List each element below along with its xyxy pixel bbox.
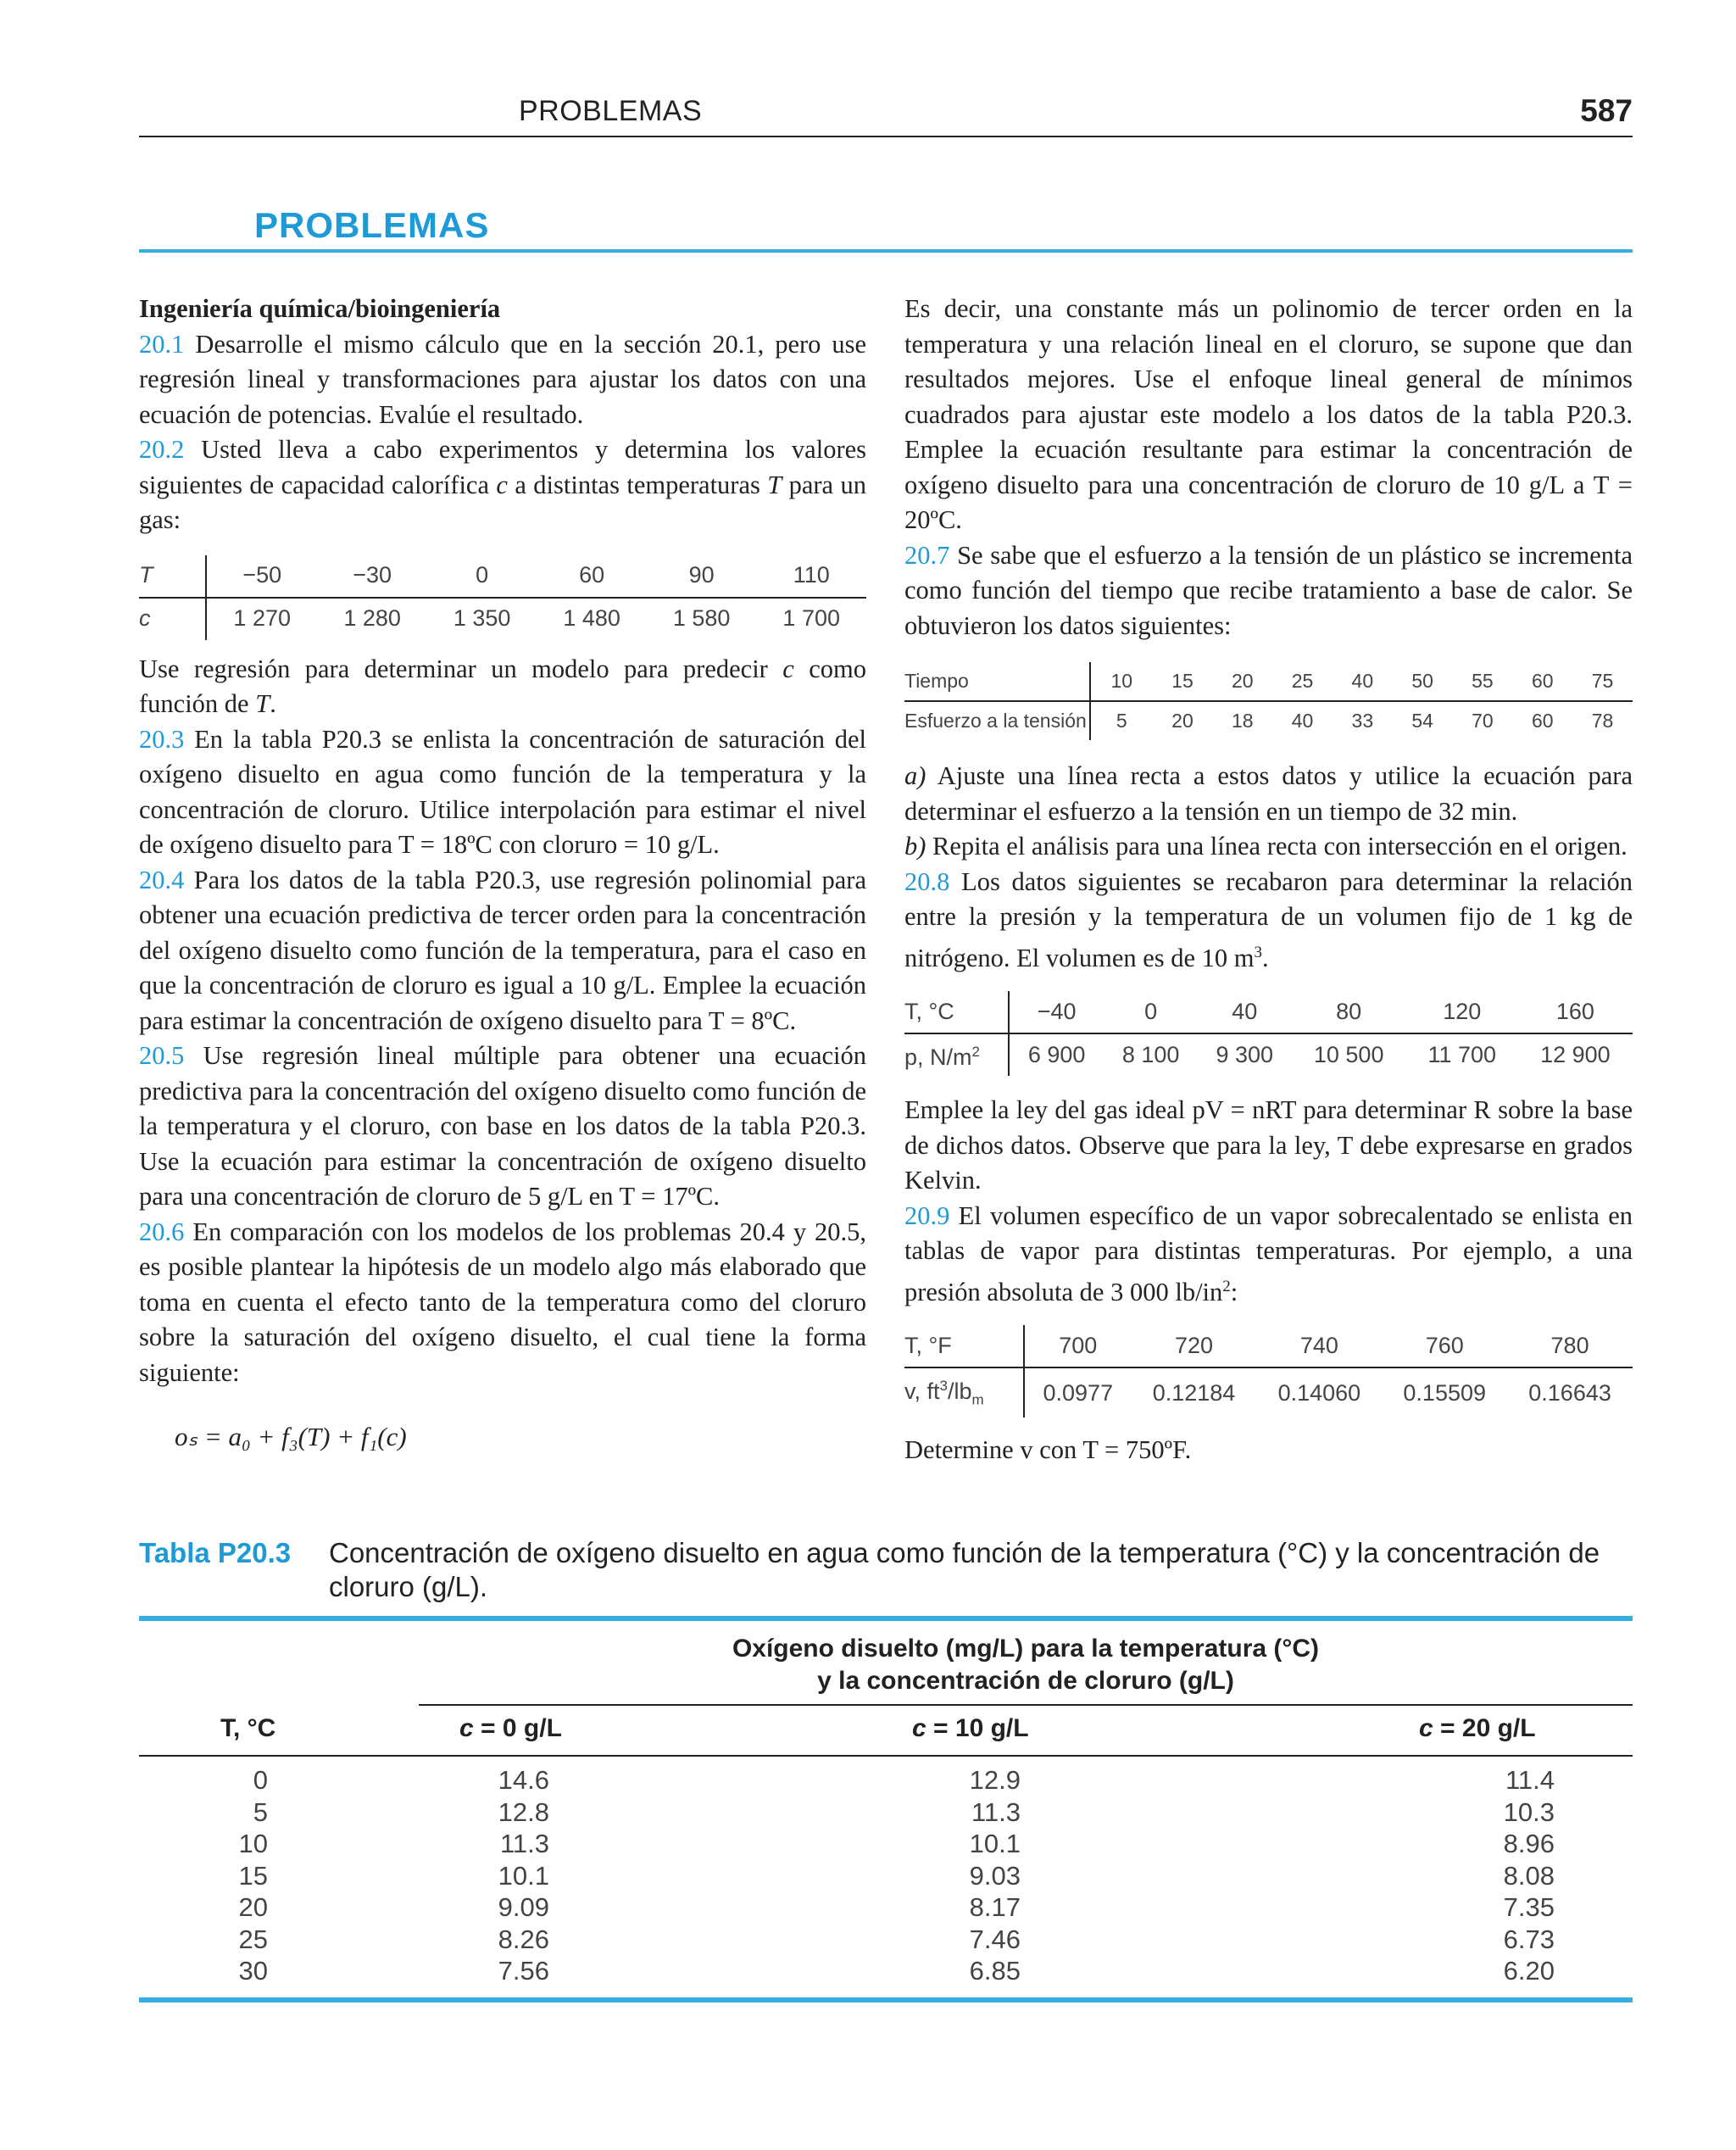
problem-20-3 [139, 722, 866, 863]
problem-20-2-followup [139, 652, 866, 722]
group-header-line: y la concentración de cloruro (g/L) [817, 1667, 1234, 1695]
table-cell-oxygen: 7.56 [498, 1956, 549, 1986]
row-label-text: v, ft [904, 1379, 940, 1405]
cell: 6 900 [1027, 1041, 1086, 1067]
problem-20-1 [139, 327, 866, 433]
cell: 18 [1231, 709, 1254, 732]
table-cell-oxygen: 8.17 [969, 1892, 1021, 1922]
table-20-2 [139, 555, 866, 640]
table-cell-oxygen: 12.9 [969, 1765, 1021, 1795]
superscript: 2 [971, 1044, 980, 1061]
problem-number: 20.8 [904, 866, 950, 896]
col-header-text: = 20 g/L [1440, 1714, 1536, 1742]
c-symbol: c [459, 1714, 474, 1742]
problem-20-7 [904, 538, 1633, 644]
cell: 8 100 [1121, 1041, 1180, 1067]
cell: 0.14060 [1277, 1379, 1361, 1406]
cell: 40 [1333, 662, 1393, 701]
cell: 700 [1024, 1325, 1132, 1367]
row-label-text: /lb [947, 1379, 972, 1405]
row-label: T, °C [904, 991, 1009, 1033]
table-cell-oxygen: 6.20 [1503, 1956, 1555, 1986]
problem-number: 20.6 [139, 1217, 185, 1246]
problem-number: 20.1 [139, 329, 185, 359]
table-20-9 [904, 1325, 1633, 1418]
table-cell-oxygen: 7.35 [1503, 1892, 1555, 1922]
table-cell-oxygen: 11.3 [499, 1829, 549, 1858]
table-cell-oxygen: 11.3 [971, 1796, 1021, 1827]
subsection-heading: Ingeniería química/bioingeniería [139, 294, 501, 323]
problem-text: Ajuste una línea recta a estos datos y utilice la ecuación para determinar el esfuerzo a la tensión en un tiempo de 32 min. [904, 761, 1633, 826]
cell: 1 270 [233, 605, 291, 632]
cell: 1 280 [343, 605, 401, 632]
equation-20-6: oₛ = a₀ + f₃(T) + f₁(c) [175, 1422, 407, 1451]
col-header-text: = 10 g/L [933, 1714, 1029, 1742]
row-label: Esfuerzo a la tensión [904, 701, 1090, 740]
cell: 0.15509 [1403, 1379, 1487, 1406]
row-label [904, 1367, 1024, 1418]
problem-number: 20.9 [904, 1200, 950, 1230]
problem-text: El volumen específico de un vapor sobrecalentado se enlista en tablas de vapor para distintas temperaturas. Por ejemplo, a una presión absoluta de 3 000 lb/in [904, 1200, 1633, 1306]
c-symbol: c [912, 1714, 926, 1742]
table-row [904, 991, 1633, 1033]
var-c: c [782, 654, 794, 683]
table-row [904, 701, 1633, 740]
row-label-text: p, N/m [904, 1044, 972, 1071]
problem-20-5 [139, 1039, 866, 1215]
cell: 10 [1090, 662, 1153, 701]
cell: 80 [1292, 991, 1406, 1033]
table-cell-temperature: 30 [238, 1956, 268, 1986]
cell: 70 [1472, 709, 1494, 732]
cell: 0.16643 [1528, 1379, 1611, 1406]
problem-20-6-continuation: Es decir, una constante más un polinomio de tercer orden en la temperatura y una relación lineal en el cloruro, se supone que dan resultados mejores. Use el enfoque lineal general de mínimos cuadrados para ajustar este modelo a los datos de la tabla P20.3. Emplee la ecuación resultante para estimar la concentración de oxígeno disuelto para una concentración de cloruro de 10 g/L a T = 20ºC. [904, 294, 1633, 534]
var-c: c [496, 470, 508, 499]
problem-text: Se sabe que el esfuerzo a la tensión de un plástico se incrementa como función del tiempo que recibe tratamiento a base de calor. Se obtuvieron los datos siguientes: [904, 540, 1633, 640]
row-label: c [139, 598, 206, 640]
cell: 1 700 [782, 605, 840, 632]
table-cell-temperature: 10 [238, 1829, 268, 1858]
problem-20-8-followup: Emplee la ley del gas ideal pV = nRT para determinar R sobre la base de dichos datos. Observe que para la ley, T debe expresarse en grados Kelvin. [904, 1095, 1633, 1195]
table-cell-oxygen: 9.09 [498, 1892, 549, 1922]
table-cell-oxygen: 10.3 [1503, 1796, 1555, 1827]
cell: 0.12184 [1152, 1379, 1236, 1406]
table-label: Tabla P20.3 [139, 1537, 292, 1568]
cell: 780 [1507, 1325, 1633, 1367]
cell: 160 [1518, 991, 1633, 1033]
problem-20-4 [139, 863, 866, 1039]
problem-text: Desarrolle el mismo cálculo que en la sección 20.1, pero use regresión lineal y transformaciones para ajustar los datos con una ecuación de potencias. Evalúe el resultado. [139, 329, 867, 429]
table-cell-oxygen: 8.26 [498, 1924, 549, 1954]
cell: 78 [1591, 709, 1614, 732]
cell: −40 [1009, 991, 1104, 1033]
col-header-c10 [912, 1714, 1029, 1743]
problem-text: Use regresión lineal múltiple para obtener una ecuación predictiva para la concentración del oxígeno disuelto como función de la temperatura y el cloruro, con base en los datos de la tabla P20.3. Use la ecuación para estimar la concentración de oxígeno disuelto para una concentración de cloruro de 5 g/L en T = 17ºC. [139, 1041, 866, 1211]
problem-20-9-followup: Determine v con T = 750ºF. [904, 1435, 1192, 1465]
running-title: PROBLEMAS [519, 95, 703, 127]
right-column [904, 292, 1633, 1468]
table-row [904, 1367, 1633, 1418]
problem-text: para un gas: [139, 470, 866, 534]
problem-20-9 [904, 1199, 1633, 1311]
cell: 0 [1104, 991, 1198, 1033]
problem-20-8 [904, 865, 1633, 977]
problem-20-7a [904, 759, 1633, 829]
table-cell-oxygen: 6.73 [1503, 1924, 1555, 1954]
table-row [904, 1033, 1633, 1076]
cell: 40 [1291, 709, 1314, 732]
cell: 720 [1132, 1325, 1257, 1367]
cell: 0.0977 [1043, 1379, 1114, 1406]
table-cell-oxygen: 9.03 [969, 1860, 1021, 1891]
cell: 20 [1171, 709, 1194, 732]
problem-number: 20.5 [139, 1041, 185, 1070]
table-cell-temperature: 5 [253, 1796, 268, 1827]
cell: 60 [537, 555, 647, 598]
cell: 120 [1406, 991, 1518, 1033]
cell: 90 [647, 555, 757, 598]
page-number: 587 [1580, 93, 1633, 128]
group-header-line: Oxígeno disuelto (mg/L) para la temperatura (°C) [732, 1635, 1320, 1663]
cell: 1 480 [563, 605, 620, 632]
row-label: T, °F [904, 1325, 1024, 1367]
problem-number: 20.2 [139, 435, 185, 464]
cell: −50 [206, 555, 317, 598]
table-cell-oxygen: 8.96 [1503, 1829, 1555, 1858]
table-cell-oxygen: 6.85 [969, 1956, 1021, 1986]
cell: 740 [1256, 1325, 1382, 1367]
superscript: 2 [1222, 1277, 1231, 1295]
cell: 12 900 [1540, 1041, 1611, 1067]
group-header-rule [419, 1704, 1633, 1706]
table-cell-temperature: 0 [253, 1765, 268, 1795]
problem-text: En la tabla P20.3 se enlista la concentración de saturación del oxígeno disuelto en agua como función de la temperatura y la concentración de cloruro. Utilice interpolación para estimar el nivel de oxígeno disuelto para T = 18ºC con cloruro = 10 g/L. [139, 724, 867, 859]
problem-20-7b [904, 829, 1633, 865]
section-rule [139, 249, 1633, 253]
problem-text: En comparación con los modelos de los problemas 20.4 y 20.5, es posible plantear la hipótesis de un modelo algo más elaborado que toma en cuenta el efecto tanto de la temperatura como del cloruro sobre la saturación del oxígeno disuelto, el cual tiene la forma siguiente: [139, 1217, 866, 1387]
cell: 54 [1411, 709, 1433, 732]
cell: 20 [1212, 662, 1272, 701]
cell: 15 [1153, 662, 1213, 701]
table-cell-temperature: 15 [238, 1860, 268, 1891]
cell: 760 [1382, 1325, 1507, 1367]
table-row [904, 1325, 1633, 1367]
problem-text: . [1262, 943, 1269, 972]
cell: 40 [1198, 991, 1292, 1033]
left-column [139, 292, 866, 1455]
col-header-c20 [1419, 1714, 1536, 1743]
cell: 33 [1351, 709, 1374, 732]
table-cell-oxygen: 14.6 [498, 1765, 549, 1795]
problem-number: 20.4 [139, 865, 185, 894]
problem-20-2 [139, 432, 866, 538]
header-rule [139, 136, 1633, 137]
table-row [904, 662, 1633, 701]
table-row [139, 598, 866, 640]
row-label: Tiempo [904, 662, 1090, 701]
cell: 0 [427, 555, 537, 598]
table-cell-temperature: 20 [238, 1892, 268, 1922]
cell: 5 [1116, 709, 1127, 732]
table-cell-oxygen: 10.1 [969, 1829, 1021, 1858]
cell: 10 500 [1313, 1041, 1384, 1067]
problem-text: : [1230, 1277, 1238, 1306]
cell: −30 [317, 555, 427, 598]
problem-text: Los datos siguientes se recabaron para determinar la relación entre la presión y la temperatura de un volumen fijo de 1 kg de nitrógeno. El volumen es de 10 m [904, 866, 1633, 972]
cell: 50 [1393, 662, 1453, 701]
problem-text: Repita el análisis para una línea recta con intersección en el origen. [926, 832, 1628, 861]
table-caption-text: Concentración de oxígeno disuelto en agua como función de la temperatura (°C) y la concentración de cloruro (g/L). [329, 1537, 1600, 1602]
row-label: T [139, 555, 206, 598]
cell: 11 700 [1427, 1041, 1497, 1067]
part-label: b) [904, 832, 926, 861]
cell: 75 [1572, 662, 1633, 701]
cell: 60 [1512, 662, 1572, 701]
table-top-rule [139, 1616, 1633, 1621]
problem-number: 20.7 [904, 540, 950, 570]
part-label: a) [904, 761, 926, 790]
table-cell-oxygen: 8.08 [1503, 1860, 1555, 1891]
table-20-7 [904, 662, 1633, 740]
problem-text: a distintas temperaturas [507, 470, 768, 499]
cell: 55 [1453, 662, 1513, 701]
cell: 1 580 [672, 605, 731, 632]
col-header-text: = 0 g/L [481, 1714, 562, 1742]
problem-20-6 [139, 1215, 866, 1391]
var-T: T [255, 689, 270, 718]
col-header-T: T, °C [220, 1714, 276, 1742]
table-cell-oxygen: 7.46 [969, 1924, 1021, 1954]
cell: 110 [756, 555, 866, 598]
col-header-c0 [459, 1714, 562, 1743]
table-bottom-rule [139, 1997, 1633, 2002]
c-symbol: c [1419, 1714, 1433, 1742]
header-bottom-rule [139, 1755, 1633, 1757]
problem-text: Use regresión para determinar un modelo para predecir [139, 654, 783, 683]
table-row [139, 555, 866, 598]
superscript: 3 [1254, 943, 1263, 961]
cell: 25 [1272, 662, 1333, 701]
table-cell-temperature: 25 [238, 1924, 268, 1954]
problem-text: como función de [139, 654, 866, 718]
problem-text: Usted lleva a cabo experimentos y determina los valores siguientes de capacidad calorífica [139, 435, 867, 499]
section-title: PROBLEMAS [254, 205, 490, 245]
cell: 9 300 [1216, 1041, 1274, 1067]
table-20-8 [904, 991, 1633, 1076]
table-cell-oxygen: 12.8 [498, 1796, 549, 1827]
cell: 60 [1531, 709, 1554, 732]
problem-text: Para los datos de la tabla P20.3, use regresión polinomial para obtener una ecuación predictiva de tercer orden para la concentración del oxígeno disuelto como función de la temperatura, para el caso en que la concentración de cloruro es igual a 10 g/L. Emplee la ecuación para estimar la concentración de oxígeno disuelto para T = 8ºC. [139, 865, 867, 1035]
var-T: T [767, 470, 782, 499]
subscript: m [971, 1391, 984, 1408]
cell: 1 350 [453, 605, 511, 632]
superscript: 3 [939, 1378, 948, 1395]
table-cell-oxygen: 10.1 [498, 1860, 549, 1891]
row-label [904, 1033, 1009, 1076]
table-cell-oxygen: 11.4 [1505, 1765, 1555, 1795]
group-header [419, 1633, 1633, 1697]
problem-text: . [270, 689, 276, 718]
problem-number: 20.3 [139, 724, 185, 754]
